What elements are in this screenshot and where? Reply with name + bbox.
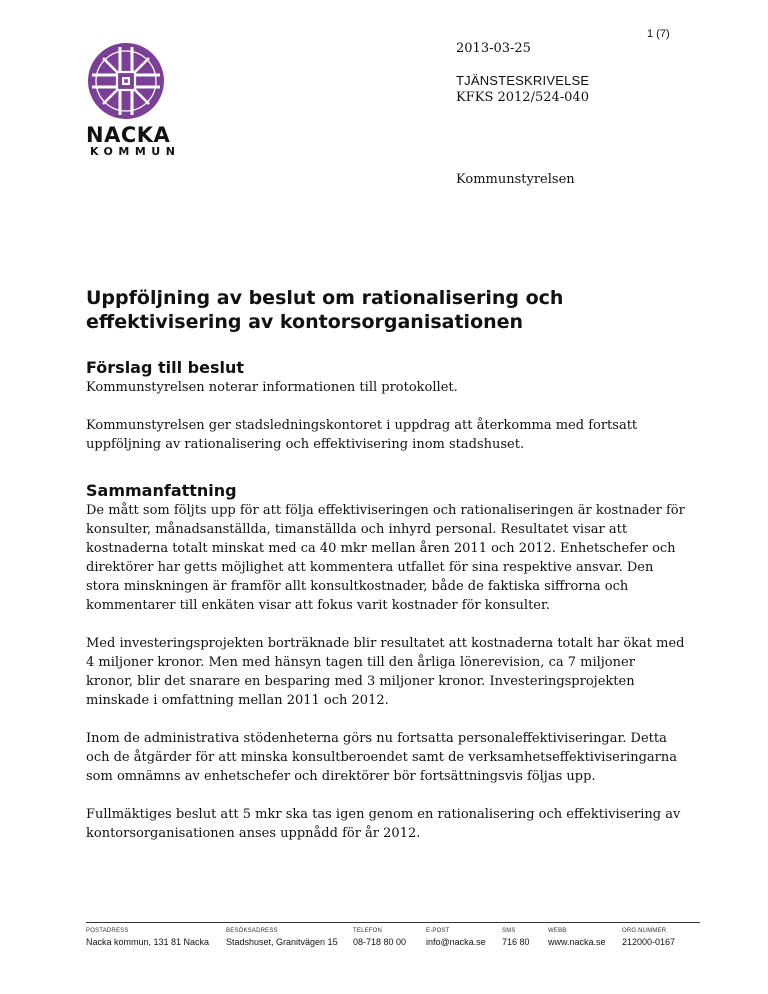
- footer-org: [622, 928, 675, 947]
- footer-email: [426, 928, 486, 947]
- paragraph: Fullmäktiges beslut att 5 mkr ska tas igen genom en rationalisering och effektivisering av kontorsorganisationen anses uppnådd för år 2012.: [86, 807, 681, 841]
- footer-label: BESÖKSADRESS: [226, 928, 278, 934]
- footer-value: 08-718 80 00: [353, 937, 407, 947]
- footer-label: WEBB: [548, 928, 567, 934]
- paragraph: De mått som följts upp för att följa effektiviseringen och rationaliseringen är kostnader för konsulter, månadsanställda, timanställda och inhyrd personal. Resultatet visar att kostnaderna totalt minskat med ca 40 mkr mellan åren 2011 och 2012. Enhetschefer och direktörer har getts möjlighet att kommentera utfallet för sina respektive ansvar. Den stora minskningen är framför allt konsultkostnader, både de faktiska siffrorna och kommentarer till enkäten visar att fokus varit kostnader för konsulter.: [86, 503, 685, 613]
- logo-name: NACKA: [86, 123, 171, 147]
- logo-subtitle: KOMMUN: [90, 145, 181, 158]
- footer-value: Stadshuset, Granitvägen 15: [226, 937, 338, 947]
- document-type: TJÄNSTESKRIVELSE: [456, 73, 590, 88]
- footer-divider: [86, 922, 700, 923]
- footer-label: TELEFON: [353, 928, 383, 934]
- footer-value: www.nacka.se: [548, 937, 606, 947]
- document-body: [86, 286, 686, 843]
- document-title: Uppföljning av beslut om rationalisering och effektivisering av kontorsorganisationen: [86, 287, 564, 333]
- summary-heading: Sammanfattning: [86, 481, 237, 500]
- document-header: [456, 40, 589, 107]
- document-date: 2013-03-25: [456, 41, 531, 56]
- footer-postal: [86, 928, 209, 947]
- document-reference: KFKS 2012/524-040: [456, 90, 589, 105]
- paragraph: Kommunstyrelsen noterar informationen till protokollet.: [86, 380, 458, 395]
- nacka-kommun-logo: [86, 41, 181, 158]
- footer-sms: [502, 928, 530, 947]
- paragraph: Med investeringsprojekten borträknade blir resultatet att kostnaderna totalt har ökat med 4 miljoner kronor. Men med hänsyn tagen till den årliga lönerevision, ca 7 miljoner kronor, blir det snarare en besparing med 3 miljoner kronor. Investeringsprojekten minskade i omfattning mellan 2011 och 2012.: [86, 636, 685, 708]
- footer-label: POSTADRESS: [86, 928, 129, 934]
- page-number: 1 (7): [647, 28, 670, 40]
- footer-label: E-POST: [426, 928, 450, 934]
- footer-value: 716 80: [502, 937, 530, 947]
- footer-value: Nacka kommun, 131 81 Nacka: [86, 937, 210, 947]
- footer-visit: [226, 928, 338, 947]
- footer-value: 212000-0167: [622, 937, 676, 947]
- footer: [0, 928, 768, 958]
- footer-label: SMS: [502, 928, 516, 934]
- footer-value: info@nacka.se: [426, 937, 486, 947]
- nacka-seal-icon: [86, 41, 166, 121]
- footer-phone: [353, 928, 406, 947]
- paragraph: Inom de administrativa stödenheterna görs nu fortsatta personaleffektiviseringar. Detta och de åtgärder för att minska konsultberoendet samt de verksamhetseffektiviseringarna som omnämns av enhetschefer och direktörer bör fortsättningsvis följas upp.: [86, 731, 677, 784]
- paragraph: Kommunstyrelsen ger stadsledningskontoret i uppdrag att återkomma med fortsatt uppföljning av rationalisering och effektivisering inom stadshuset.: [86, 418, 638, 452]
- proposal-heading: Förslag till beslut: [86, 358, 245, 377]
- footer-web: [548, 928, 606, 947]
- recipient: Kommunstyrelsen: [456, 172, 575, 187]
- footer-label: ORG.NUMMER: [622, 928, 667, 934]
